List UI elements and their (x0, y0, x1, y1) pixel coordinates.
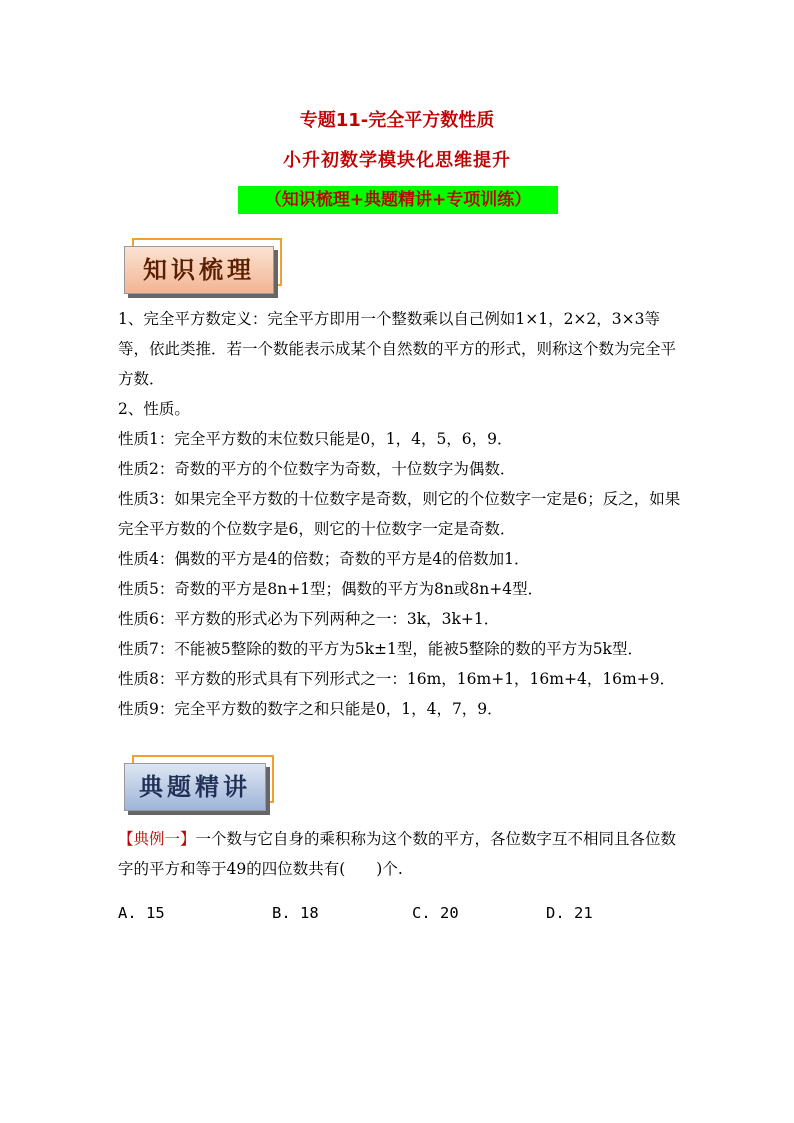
option-b: B. 18 (272, 904, 319, 922)
knowledge-section-banner (124, 246, 274, 294)
knowledge-content (118, 304, 684, 724)
example-1-question (118, 824, 684, 884)
property-3: 性质3：如果完全平方数的十位数字是奇数，则它的个位数字一定是6；反之，如果完全平方数的个位数字是6，则它的十位数字一定是奇数． (118, 490, 681, 538)
property-6: 性质6：平方数的形式必为下列两种之一：3k，3k+1． (118, 610, 500, 628)
knowledge-paragraph: 1、完全平方数定义：完全平方即用一个整数乘以自己例如1×1，2×2，3×3等等，依此类推．若一个数能表示成某个自然数的平方的形式，则称这个数为完全平方数． (118, 310, 677, 388)
option-c: C. 20 (412, 904, 459, 922)
property-8-9: 性质8：平方数的形式具有下列形式之一：16m，16m+1，16m+4，16m+9． 性质9：完全平方数的数字之和只能是0，1，4，7，9． (118, 670, 676, 718)
examples-section-title: 典题精讲 (124, 763, 266, 811)
example-question-text: 一个数与它自身的乘积称为这个数的平方，各位数字互不相同且各位数字的平方和等于49的四位数共有( )个. (118, 830, 677, 878)
document-tagline: （知识梳理+典题精讲+专项训练） (238, 186, 558, 214)
knowledge-paragraph: 2、性质。 (118, 400, 190, 418)
example-tag: 【典例一】 (118, 830, 196, 848)
property-1: 性质1：完全平方数的末位数只能是0，1，4，5，6，9． (118, 430, 513, 448)
option-a: A. 15 (118, 904, 165, 922)
document-subtitle: 小升初数学模块化思维提升 (283, 150, 511, 171)
property-5: 性质5：奇数的平方是8n+1型；偶数的平方为8n或8n+4型． (118, 580, 544, 598)
example-1-options (118, 898, 684, 928)
property-4: 性质4：偶数的平方是4的倍数；奇数的平方是4的倍数加1． (118, 550, 530, 568)
examples-section-banner (124, 763, 266, 811)
property-2: 性质2：奇数的平方的个位数字为奇数，十位数字为偶数． (118, 460, 516, 478)
option-d: D. 21 (546, 904, 593, 922)
knowledge-section-title: 知识梳理 (124, 246, 274, 294)
document-title: 专题11-完全平方数性质 (299, 110, 495, 131)
property-7: 性质7：不能被5整除的数的平方为5k±1型，能被5整除的数的平方为5k型． (118, 640, 643, 658)
